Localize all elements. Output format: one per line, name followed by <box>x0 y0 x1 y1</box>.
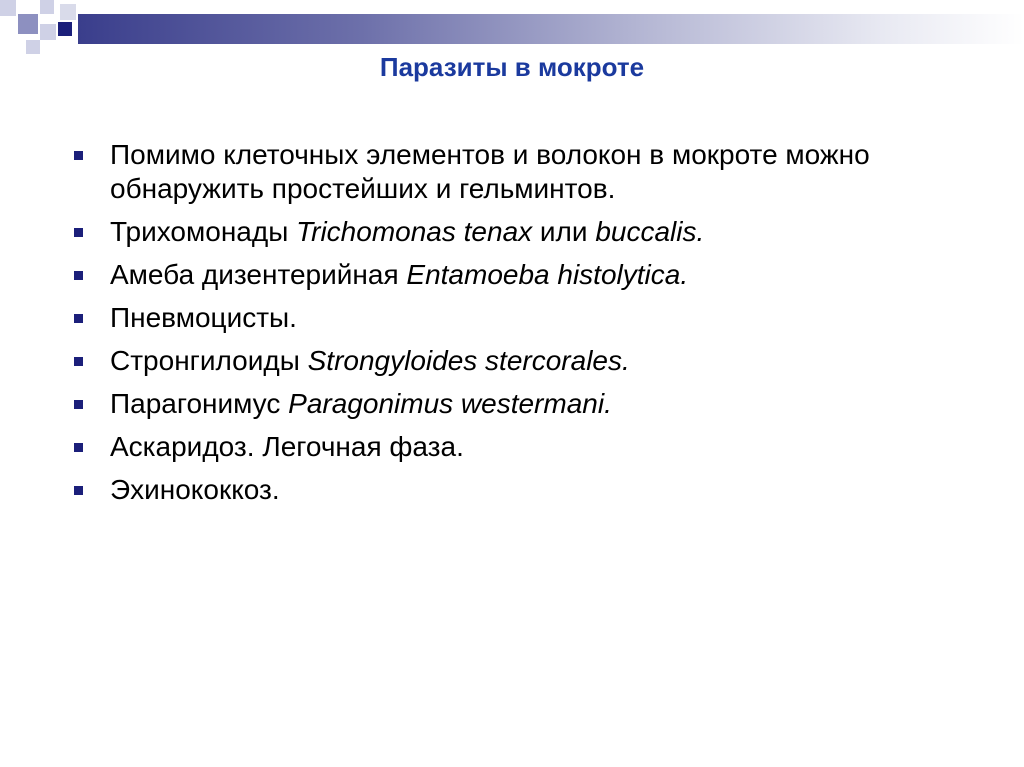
bullet-text: Эхинококкоз. <box>110 474 280 505</box>
latin-name: Strongyloides stercorales. <box>307 345 630 376</box>
square-bullet-icon <box>74 151 83 160</box>
bullet-list <box>72 138 972 516</box>
bullet-text: Амеба дизентерийная <box>110 259 407 290</box>
square-bullet-icon <box>74 443 83 452</box>
square-bullet-icon <box>74 357 83 366</box>
decor-square <box>58 22 72 36</box>
bullet-text: Аскаридоз. Легочная фаза. <box>110 431 464 462</box>
decor-square <box>0 0 16 16</box>
bullet-item <box>72 430 972 464</box>
square-bullet-icon <box>74 271 83 280</box>
square-bullet-icon <box>74 228 83 237</box>
square-bullet-icon <box>74 314 83 323</box>
bullet-item <box>72 215 972 249</box>
bullet-text: Пневмоцисты. <box>110 302 297 333</box>
square-bullet-icon <box>74 486 83 495</box>
latin-name: Trichomonas tenax <box>296 216 533 247</box>
square-bullet-icon <box>74 400 83 409</box>
latin-name: Entamoeba histolytica. <box>406 259 689 290</box>
bullet-item <box>72 258 972 292</box>
bullet-item <box>72 301 972 335</box>
header-gradient-bar <box>78 14 1024 44</box>
bullet-text: Стронгилоиды <box>110 345 308 376</box>
slide-title: Паразиты в мокроте <box>379 52 645 82</box>
bullet-item <box>72 387 972 421</box>
decor-square <box>40 24 56 40</box>
decor-square <box>60 4 76 20</box>
latin-name: Paragonimus westermani. <box>288 388 612 419</box>
bullet-text: или <box>532 216 596 247</box>
bullet-text: Парагонимус <box>110 388 289 419</box>
bullet-text: Трихомонады <box>110 216 297 247</box>
bullet-item <box>72 138 972 206</box>
bullet-item <box>72 473 972 507</box>
latin-name: buccalis. <box>595 216 705 247</box>
decor-square <box>40 0 54 14</box>
bullet-item <box>72 344 972 378</box>
bullet-text: Помимо клеточных элементов и волокон в мокроте можно обнаружить простейших и гельминтов. <box>110 139 870 204</box>
decor-square <box>18 14 38 34</box>
